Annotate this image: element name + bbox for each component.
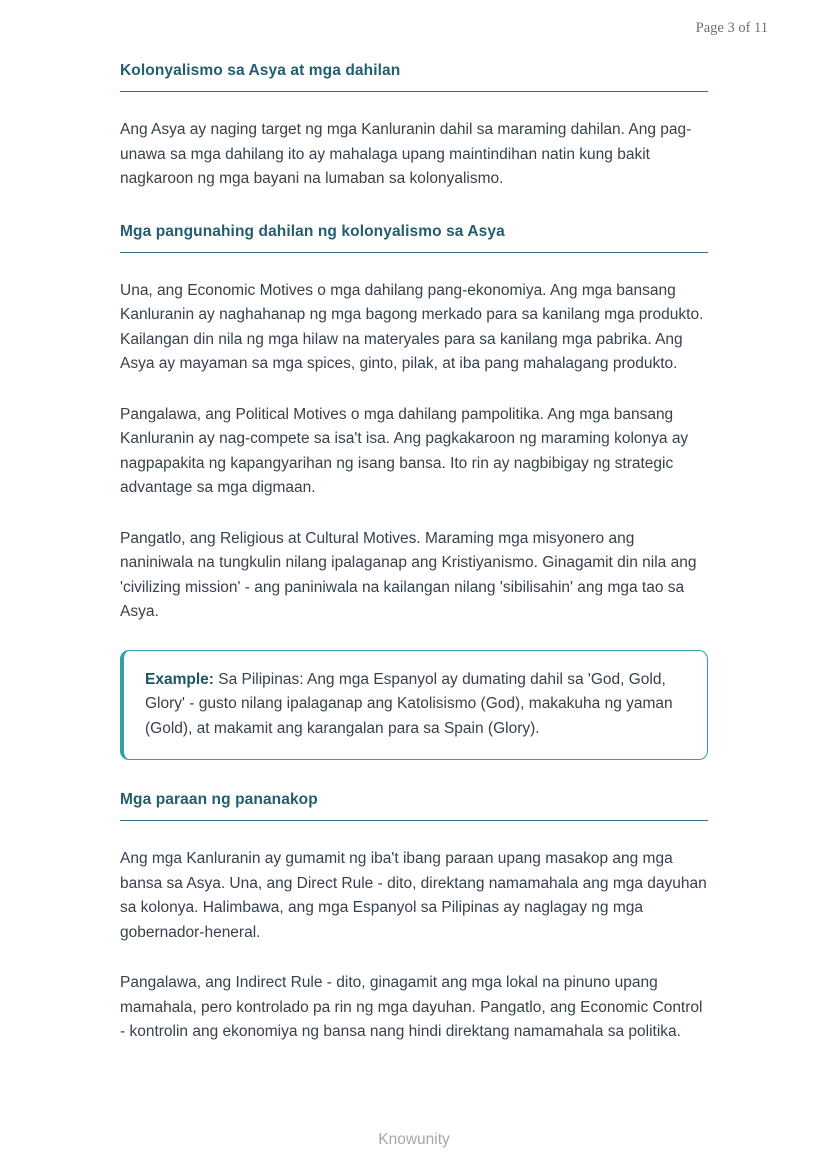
section-mga-pangunahing-dahilan [120,223,708,761]
section-heading: Mga pangunahing dahilan ng kolonyalismo sa Asya [120,223,708,253]
paragraph: Pangalawa, ang Indirect Rule - dito, ginagamit ang mga lokal na pinuno upang mamahala, pero kontrolado pa rin ng mga dayuhan. Pangatlo, ang Economic Control - kontrolin ang ekonomiya ng bansa nang hindi direktang namamahala sa politika. [120,974,703,1040]
section-mga-paraan-ng-pananakop [120,791,708,1045]
paragraph: Pangalawa, ang Political Motives o mga dahilang pampolitika. Ang mga bansang Kanluranin ay nag-compete sa isa't isa. Ang pagkakaroon ng maraming kolonya ay nagpapakita ng kapangyarihan ng isang bansa. Ito rin ay nagbibigay ng strategic advantage sa mga digmaan. [120,405,689,496]
paragraph: Ang Asya ay naging target ng mga Kanluranin dahil sa maraming dahilan. Ang pag-unawa sa mga dahilang ito ay mahalaga upang maintindihan natin kung bakit nagkaroon ng mga bayani na lumaban sa kolonyalismo. [120,121,692,187]
example-label: Example: [145,670,214,688]
paragraph: Una, ang Economic Motives o mga dahilang pang-ekonomiya. Ang mga bansang Kanluranin ay naghahanap ng mga bagong merkado para sa kanilang mga produkto. Kailangan din nila ng mga hilaw na materyales para sa kanilang mga pabrika. Ang Asya ay mayaman sa mga spices, ginto, pilak, at iba pang mahalagang produkto. [120,281,704,372]
page-number: Page 3 of 11 [695,20,768,36]
example-callout-box [120,650,708,761]
example-text [145,668,683,742]
paragraph: Pangatlo, ang Religious at Cultural Motives. Maraming mga misyonero ang naniniwala na tungkulin nilang ipalaganap ang Kristiyanismo. Ginagamit din nila ang 'civilizing mission' - ang paniniwala na kailangan nilang 'sibilisahin' ang mga tao sa Asya. [120,529,697,620]
section-heading: Mga paraan ng pananakop [120,791,708,821]
knowunity-watermark: Knowunity [378,1131,450,1148]
section-kolonyalismo-sa-asya [120,62,708,192]
section-heading: Kolonyalismo sa Asya at mga dahilan [120,62,708,92]
example-body: Sa Pilipinas: Ang mga Espanyol ay dumating dahil sa 'God, Gold, Glory' - gusto nilang ipalaganap ang Katolisismo (God), makakuha ng yaman (Gold), at makamit ang karangalan para sa Spain (Glory). [145,670,673,737]
paragraph: Ang mga Kanluranin ay gumamit ng iba't ibang paraan upang masakop ang mga bansa sa Asya. Una, ang Direct Rule - dito, direktang namamahala ang mga dayuhan sa kolonya. Halimbawa, ang mga Espanyol sa Pilipinas ay naglagay ng mga gobernador-heneral. [120,850,707,941]
